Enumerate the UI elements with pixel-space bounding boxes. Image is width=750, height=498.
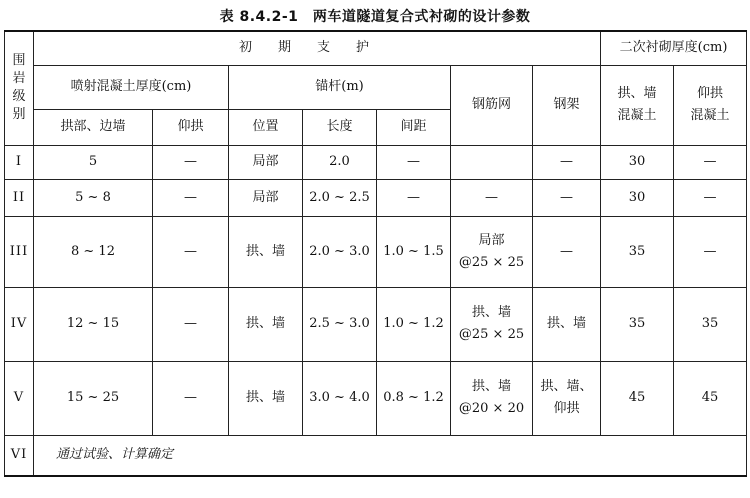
table-cell: [451, 361, 533, 435]
table-cell: 35: [674, 287, 747, 361]
note-cell: 通过试验、计算确定: [34, 435, 747, 476]
table-cell: 局部: [229, 179, 303, 216]
table-cell: 5: [34, 145, 153, 179]
table-row: [5, 287, 747, 361]
table-row: [5, 216, 747, 287]
cell-line: 局部: [478, 232, 505, 248]
header-line: 拱、墙: [617, 86, 657, 101]
table-cell: —: [377, 145, 451, 179]
bolt-header: 锚杆(m): [229, 65, 451, 109]
invert-header: 仰拱: [153, 109, 229, 145]
table-cell: 2.5 ~ 3.0: [303, 287, 377, 361]
grade-cell: II: [5, 179, 34, 216]
invert-concrete-header: [674, 65, 747, 145]
table-cell: 2.0: [303, 145, 377, 179]
table-cell: 30: [601, 145, 674, 179]
cell-line: @25 × 25: [458, 327, 525, 342]
table-cell: 3.0 ~ 4.0: [303, 361, 377, 435]
grade-cell: V: [5, 361, 34, 435]
spacing-header: 间距: [377, 109, 451, 145]
table-cell: 2.0 ~ 2.5: [303, 179, 377, 216]
table-row: [5, 435, 747, 476]
table-cell: 30: [601, 179, 674, 216]
table-row: [5, 361, 747, 435]
table-cell: [451, 145, 533, 179]
grade-cell: IV: [5, 287, 34, 361]
initial-support-header: [34, 31, 601, 65]
shotcrete-header: 喷射混凝土厚度(cm): [34, 65, 229, 109]
cell-line: 拱、墙: [471, 379, 511, 394]
table-cell: 0.8 ~ 1.2: [377, 361, 451, 435]
table-cell: —: [451, 179, 533, 216]
table-cell: [451, 216, 533, 287]
table-cell: 2.0 ~ 3.0: [303, 216, 377, 287]
mesh-header: 钢筋网: [451, 65, 533, 145]
cell-line: 仰拱: [553, 401, 580, 416]
table-cell: —: [153, 216, 229, 287]
table-cell: 8 ~ 12: [34, 216, 153, 287]
table-cell: 拱、墙: [229, 216, 303, 287]
grade-header-char: 岩: [12, 71, 26, 87]
grade-header-char: 别: [12, 107, 26, 123]
table-cell: 12 ~ 15: [34, 287, 153, 361]
initial-support-label: 初期支护: [239, 40, 396, 56]
header-line: 仰拱: [697, 86, 724, 101]
grade-cell: I: [5, 145, 34, 179]
grade-header-char: 级: [12, 89, 26, 105]
table-cell: —: [533, 179, 601, 216]
table-cell: 局部: [229, 145, 303, 179]
grade-header-char: 围: [12, 53, 26, 69]
design-parameter-table: [4, 30, 747, 477]
table-cell: [533, 361, 601, 435]
cell-line: 拱、墙、: [540, 379, 593, 394]
header-line: 混凝土: [690, 108, 730, 123]
table-cell: —: [674, 216, 747, 287]
table-cell: 拱、墙: [229, 361, 303, 435]
table-cell: —: [153, 287, 229, 361]
table-cell: 15 ~ 25: [34, 361, 153, 435]
arch-wall-header: 拱部、边墙: [34, 109, 153, 145]
table-cell: —: [153, 361, 229, 435]
table-cell: —: [674, 145, 747, 179]
table-cell: 45: [601, 361, 674, 435]
position-header: 位置: [229, 109, 303, 145]
grade-header-cell: [5, 31, 34, 145]
table-cell: 拱、墙: [533, 287, 601, 361]
grade-cell: VI: [5, 435, 34, 476]
table-cell: 拱、墙: [229, 287, 303, 361]
table-cell: 35: [601, 287, 674, 361]
table-cell: —: [377, 179, 451, 216]
table-cell: —: [674, 179, 747, 216]
length-header: 长度: [303, 109, 377, 145]
cell-line: 拱、墙: [471, 305, 511, 320]
table-cell: 45: [674, 361, 747, 435]
table-cell: 1.0 ~ 1.2: [377, 287, 451, 361]
table-cell: —: [533, 216, 601, 287]
table-cell: —: [153, 179, 229, 216]
table-cell: 35: [601, 216, 674, 287]
table-row: [5, 145, 747, 179]
table-row: [5, 179, 747, 216]
arch-wall-concrete-header: [601, 65, 674, 145]
secondary-lining-header: 二次衬砌厚度(cm): [601, 31, 747, 65]
table-cell: 1.0 ~ 1.5: [377, 216, 451, 287]
table-cell: [451, 287, 533, 361]
table-title: 表 8.4.2-1 两车道隧道复合式衬砌的设计参数: [219, 9, 531, 25]
grade-cell: III: [5, 216, 34, 287]
frame-header: 钢架: [533, 65, 601, 145]
cell-line: @25 × 25: [458, 254, 525, 270]
table-cell: —: [533, 145, 601, 179]
table-cell: 5 ~ 8: [34, 179, 153, 216]
cell-line: @20 × 20: [458, 401, 525, 416]
header-line: 混凝土: [617, 108, 657, 123]
table-cell: —: [153, 145, 229, 179]
